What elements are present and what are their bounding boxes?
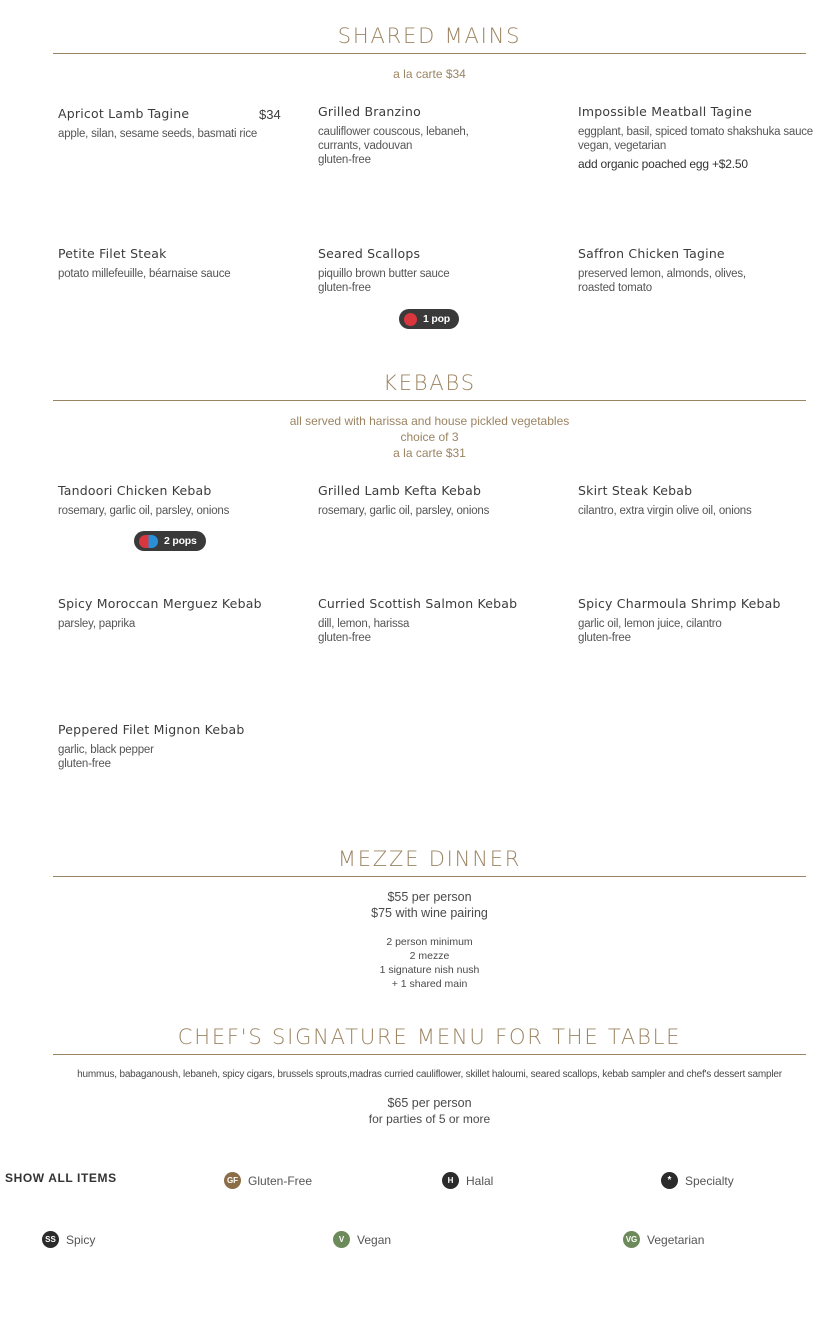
divider: [53, 1054, 806, 1055]
item-description: parsley, paprika: [58, 618, 136, 630]
item-dietary-tag: gluten-free: [578, 632, 631, 644]
item-price: $34: [259, 107, 281, 122]
menu-item[interactable]: [578, 246, 818, 295]
heart-icon: [139, 535, 158, 548]
menu-item[interactable]: [318, 596, 558, 645]
vegan-icon: V: [333, 1231, 350, 1248]
detail-line: + 1 shared main: [391, 978, 468, 990]
filter-halal[interactable]: [442, 1172, 493, 1189]
item-name: Spicy Moroccan Merguez Kebab: [58, 596, 262, 611]
filter-vegan[interactable]: [333, 1231, 391, 1248]
section-title-shared-mains: SHARED MAINS: [337, 24, 522, 48]
item-name: Curried Scottish Salmon Kebab: [318, 596, 518, 611]
item-dietary-tag: gluten-free: [318, 282, 371, 294]
gluten-free-icon: GF: [224, 1172, 241, 1189]
pops-count: 1 pop: [423, 313, 450, 325]
menu-item[interactable]: [318, 246, 558, 295]
chefs-menu-description: hummus, babaganoush, lebaneh, spicy cigars, brussels sprouts,madras curried cauliflower, skillet haloumi, seared scallops, kebab sampler and chef's dessert sampler: [77, 1069, 782, 1080]
item-name: Peppered Filet Mignon Kebab: [58, 722, 245, 737]
divider: [53, 876, 806, 877]
item-name: Apricot Lamb Tagine: [58, 106, 190, 121]
pops-badge[interactable]: [399, 309, 459, 329]
price-line: $65 per person: [387, 1096, 472, 1110]
detail-line: 2 person minimum: [386, 936, 473, 948]
item-name: Skirt Steak Kebab: [578, 483, 693, 498]
section-title-kebabs: KEBABS: [383, 371, 476, 395]
item-name: Impossible Meatball Tagine: [578, 104, 753, 119]
menu-item[interactable]: [58, 596, 298, 631]
divider: [53, 400, 806, 401]
item-description: eggplant, basil, spiced tomato shakshuka sauce: [578, 126, 814, 138]
menu-item[interactable]: [578, 483, 818, 518]
item-description: rosemary, garlic oil, parsley, onions: [58, 505, 230, 517]
filter-spicy[interactable]: [42, 1231, 95, 1248]
pops-count: 2 pops: [164, 535, 197, 547]
item-description: cilantro, extra virgin olive oil, onions: [578, 505, 752, 517]
item-description: dill, lemon, harissa: [318, 618, 410, 630]
price-line: $75 with wine pairing: [371, 906, 488, 920]
specialty-icon: *: [661, 1172, 678, 1189]
menu-item[interactable]: [58, 483, 298, 518]
item-description: currants, vadouvan: [318, 140, 413, 152]
section-subtitle: [53, 413, 806, 461]
pops-badge[interactable]: [134, 531, 206, 551]
halal-icon: H: [442, 1172, 459, 1189]
item-name: Tandoori Chicken Kebab: [58, 483, 212, 498]
vegetarian-icon: VG: [623, 1231, 640, 1248]
price-line: $55 per person: [387, 890, 472, 904]
filter-label: Vegan: [357, 1232, 392, 1247]
item-name: Petite Filet Steak: [58, 246, 167, 261]
item-dietary-tag: gluten-free: [318, 154, 371, 166]
item-name: Seared Scallops: [318, 246, 421, 261]
filter-vegetarian[interactable]: [623, 1231, 704, 1248]
item-dietary-tag: gluten-free: [58, 758, 111, 770]
menu-item[interactable]: [578, 596, 818, 645]
filter-label: Spicy: [66, 1232, 96, 1247]
show-all-items-button[interactable]: SHOW ALL ITEMS: [5, 1171, 117, 1185]
filter-gluten-free[interactable]: [224, 1172, 312, 1189]
filter-label: Specialty: [685, 1173, 734, 1188]
detail-line: 2 mezze: [409, 950, 450, 962]
item-addon: add organic poached egg +$2.50: [578, 157, 748, 171]
menu-item[interactable]: [58, 246, 298, 281]
item-description: rosemary, garlic oil, parsley, onions: [318, 505, 490, 517]
subtitle-line: all served with harissa and house pickled vegetables: [289, 414, 570, 428]
price-line: for parties of 5 or more: [368, 1112, 491, 1126]
section-subtitle: a la carte $34: [393, 67, 466, 81]
filter-specialty[interactable]: [661, 1172, 734, 1189]
heart-icon: [404, 313, 417, 326]
mezze-pricing: [53, 889, 806, 991]
item-name: Grilled Lamb Kefta Kebab: [318, 483, 482, 498]
item-name: Spicy Charmoula Shrimp Kebab: [578, 596, 781, 611]
item-description: garlic, black pepper: [58, 744, 154, 756]
menu-item[interactable]: [318, 104, 558, 167]
filter-label: Gluten-Free: [248, 1173, 313, 1188]
chefs-pricing: [53, 1095, 806, 1127]
item-dietary-tag: vegan, vegetarian: [578, 140, 667, 152]
filter-label: Vegetarian: [647, 1232, 705, 1247]
divider: [53, 53, 806, 54]
item-name: Saffron Chicken Tagine: [578, 246, 725, 261]
item-description: potato millefeuille, béarnaise sauce: [58, 268, 231, 280]
item-description: garlic oil, lemon juice, cilantro: [578, 618, 722, 630]
menu-item[interactable]: [58, 722, 298, 771]
item-description: piquillo brown butter sauce: [318, 268, 450, 280]
detail-line: 1 signature nish nush: [379, 964, 480, 976]
menu-item[interactable]: [318, 483, 558, 518]
spicy-icon: SS: [42, 1231, 59, 1248]
item-description: cauliflower couscous, lebaneh,: [318, 126, 469, 138]
item-description: preserved lemon, almonds, olives,: [578, 268, 746, 280]
subtitle-line: a la carte $31: [393, 446, 466, 460]
item-dietary-tag: gluten-free: [318, 632, 371, 644]
filter-label: Halal: [466, 1173, 494, 1188]
subtitle-line: choice of 3: [400, 430, 459, 444]
section-title-chefs-signature: CHEF'S SIGNATURE MENU FOR THE TABLE: [177, 1025, 682, 1049]
item-name: Grilled Branzino: [318, 104, 421, 119]
item-description: apple, silan, sesame seeds, basmati rice: [58, 128, 258, 140]
menu-item[interactable]: [578, 104, 818, 171]
section-title-mezze-dinner: MEZZE DINNER: [337, 847, 522, 871]
item-description: roasted tomato: [578, 282, 652, 294]
